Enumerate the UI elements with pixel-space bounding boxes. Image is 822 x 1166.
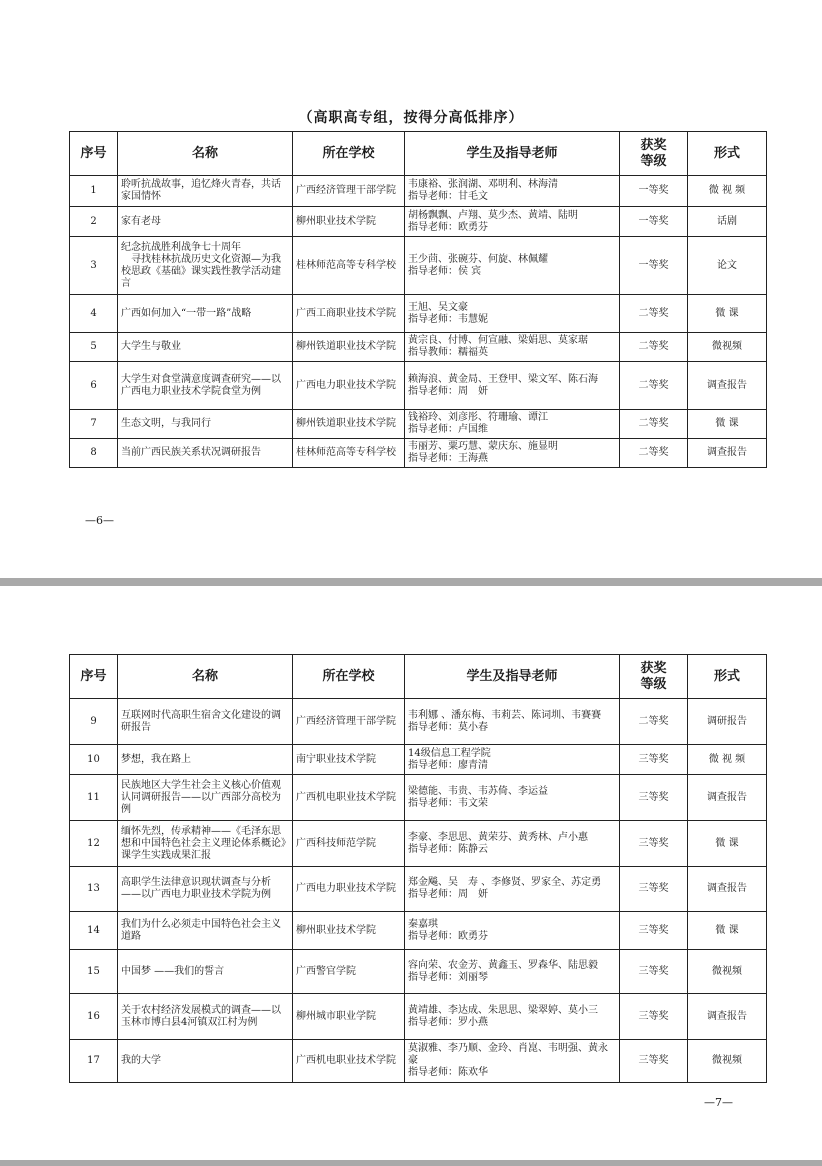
cell-people: 韦丽芳、粟巧慧、蒙庆东、施显明 指导老师：王海燕 <box>405 439 620 468</box>
table-row <box>70 410 767 439</box>
header-name: 名称 <box>118 655 293 699</box>
cell-people: 黄靖雄、李达成、朱思思、梁翠婷、莫小三 指导老师：罗小燕 <box>405 994 620 1040</box>
cell-name: 互联网时代高职生宿舍文化建设的调研报告 <box>118 699 293 745</box>
cell-people: 韦康裕、张润湖、邓明利、林海清 指导老师：甘毛文 <box>405 176 620 207</box>
cell-form: 调查报告 <box>688 994 767 1040</box>
cell-award: 三等奖 <box>620 821 688 867</box>
cell-number: 7 <box>70 410 118 439</box>
cell-form: 微 视 频 <box>688 176 767 207</box>
table-row <box>70 699 767 745</box>
cell-form: 微视频 <box>688 950 767 994</box>
cell-number: 2 <box>70 207 118 237</box>
cell-people: 钱裕玲、刘彦彤、符珊瑜、谭江 指导老师：卢国维 <box>405 410 620 439</box>
cell-number: 3 <box>70 237 118 295</box>
cell-form: 微 课 <box>688 410 767 439</box>
cell-people: 王旭、吴文豪 指导老师：韦慧妮 <box>405 295 620 333</box>
table-row <box>70 867 767 912</box>
header-school: 所在学校 <box>293 655 405 699</box>
cell-number: 13 <box>70 867 118 912</box>
cell-award: 三等奖 <box>620 912 688 950</box>
table-row <box>70 994 767 1040</box>
table-row <box>70 950 767 994</box>
cell-name: 高职学生法律意识现状调查与分析——以广西电力职业技术学院为例 <box>118 867 293 912</box>
cell-school: 广西电力职业技术学院 <box>293 362 405 410</box>
cell-people: 秦嘉琪 指导老师：欧勇芬 <box>405 912 620 950</box>
cell-award: 二等奖 <box>620 410 688 439</box>
cell-school: 广西警官学院 <box>293 950 405 994</box>
cell-name: 我的大学 <box>118 1040 293 1083</box>
cell-award: 三等奖 <box>620 867 688 912</box>
cell-number: 10 <box>70 745 118 775</box>
table-row <box>70 362 767 410</box>
cell-name: 我们为什么必须走中国特色社会主义道路 <box>118 912 293 950</box>
table-row <box>70 333 767 362</box>
cell-award: 二等奖 <box>620 333 688 362</box>
cell-award: 一等奖 <box>620 207 688 237</box>
cell-name: 广西如何加入“一带一路”战略 <box>118 295 293 333</box>
header-people: 学生及指导老师 <box>405 132 620 176</box>
header-form: 形式 <box>688 655 767 699</box>
cell-number: 4 <box>70 295 118 333</box>
cell-number: 1 <box>70 176 118 207</box>
table-row <box>70 1040 767 1083</box>
cell-form: 微视频 <box>688 333 767 362</box>
cell-name: 纪念抗战胜利战争七十周年 寻找桂林抗战历史文化资源—为我校思政《基础》课实践性教学活动建言 <box>118 237 293 295</box>
cell-award: 三等奖 <box>620 745 688 775</box>
cell-school: 广西经济管理干部学院 <box>293 176 405 207</box>
cell-school: 桂林师范高等专科学校 <box>293 439 405 468</box>
header-no: 序号 <box>70 655 118 699</box>
cell-name: 中国梦 ——我们的誓言 <box>118 950 293 994</box>
cell-number: 11 <box>70 775 118 821</box>
header-no: 序号 <box>70 132 118 176</box>
page-separator <box>0 578 822 586</box>
cell-form: 微 视 频 <box>688 745 767 775</box>
header-award-line2: 等级 <box>640 153 667 169</box>
table-row <box>70 237 767 295</box>
header-award <box>620 132 688 176</box>
cell-award: 一等奖 <box>620 237 688 295</box>
cell-people: 李豪、李思思、黄荣芬、黄秀林、卢小惠 指导老师：陈静云 <box>405 821 620 867</box>
page-separator-bottom <box>0 1160 822 1166</box>
cell-name: 缅怀先烈，传承精神——《毛泽东思想和中国特色社会主义理论体系概论》课学生实践成果汇报 <box>118 821 293 867</box>
cell-number: 5 <box>70 333 118 362</box>
cell-award: 二等奖 <box>620 362 688 410</box>
table-row <box>70 775 767 821</box>
cell-school: 广西经济管理干部学院 <box>293 699 405 745</box>
cell-form: 调查报告 <box>688 867 767 912</box>
header-school: 所在学校 <box>293 132 405 176</box>
cell-name: 生态文明，与我同行 <box>118 410 293 439</box>
cell-school: 广西工商职业技术学院 <box>293 295 405 333</box>
cell-number: 8 <box>70 439 118 468</box>
cell-people: 黄宗良、付博、何宣融、梁娟思、莫家琚 指导教师：糯福英 <box>405 333 620 362</box>
cell-people: 14级信息工程学院 指导老师：廖青清 <box>405 745 620 775</box>
cell-award: 三等奖 <box>620 950 688 994</box>
cell-award: 二等奖 <box>620 439 688 468</box>
cell-form: 微 课 <box>688 295 767 333</box>
cell-people: 梁德能、韦贵、韦苏倚、李运益 指导老师：韦文荣 <box>405 775 620 821</box>
table-body-page-7 <box>70 699 767 1083</box>
cell-form: 微 课 <box>688 912 767 950</box>
header-form: 形式 <box>688 132 767 176</box>
cell-number: 15 <box>70 950 118 994</box>
cell-award: 一等奖 <box>620 176 688 207</box>
cell-name: 大学生对食堂满意度调查研究——以广西电力职业技术学院食堂为例 <box>118 362 293 410</box>
cell-name: 聆听抗战故事，追忆烽火青春，共话家国情怀 <box>118 176 293 207</box>
cell-form: 论文 <box>688 237 767 295</box>
header-award-line1: 获奖 <box>640 137 667 153</box>
cell-people: 胡杨飘飘、卢翔、莫少杰、黄靖、陆明 指导老师：欧勇芬 <box>405 207 620 237</box>
cell-form: 微 课 <box>688 821 767 867</box>
page-number: —6— <box>85 514 114 527</box>
cell-name: 家有老母 <box>118 207 293 237</box>
cell-number: 14 <box>70 912 118 950</box>
cell-school: 柳州铁道职业技术学院 <box>293 410 405 439</box>
cell-people: 韦利娜 、潘东梅、韦莉芸、陈词圳、韦賽賽 指导老师：莫小春 <box>405 699 620 745</box>
cell-number: 6 <box>70 362 118 410</box>
cell-school: 柳州职业技术学院 <box>293 912 405 950</box>
table-body-page-6 <box>70 176 767 468</box>
cell-form: 调研报告 <box>688 699 767 745</box>
cell-name: 大学生与敬业 <box>118 333 293 362</box>
table-header-row <box>70 655 767 699</box>
cell-name: 民族地区大学生社会主义核心价值观认同调研报告——以广西部分高校为例 <box>118 775 293 821</box>
cell-award: 三等奖 <box>620 1040 688 1083</box>
cell-award: 二等奖 <box>620 699 688 745</box>
table-row <box>70 912 767 950</box>
table-row <box>70 207 767 237</box>
cell-school: 柳州城市职业学院 <box>293 994 405 1040</box>
cell-people: 莫淑雅、李乃顺、金玲、肖崑、韦明强、黄永豪 指导老师：陈欢华 <box>405 1040 620 1083</box>
cell-people: 容向荣、农金芳、黄鑫玉、罗森华、陆思毅 指导老师：刘丽琴 <box>405 950 620 994</box>
cell-people: 赖海浪、黄金局、王登甲、梁文军、陈石海 指导老师：周 妍 <box>405 362 620 410</box>
cell-number: 17 <box>70 1040 118 1083</box>
table-row <box>70 821 767 867</box>
cell-award: 二等奖 <box>620 295 688 333</box>
table-row <box>70 439 767 468</box>
cell-school: 广西电力职业技术学院 <box>293 867 405 912</box>
cell-name: 当前广西民族关系状况调研报告 <box>118 439 293 468</box>
cell-number: 12 <box>70 821 118 867</box>
cell-school: 柳州职业技术学院 <box>293 207 405 237</box>
page-number: —7— <box>704 1096 733 1109</box>
table-header-row <box>70 132 767 176</box>
cell-school: 柳州铁道职业技术学院 <box>293 333 405 362</box>
cell-school: 广西机电职业技术学院 <box>293 775 405 821</box>
table-row <box>70 745 767 775</box>
table-row <box>70 295 767 333</box>
cell-people: 王少茴、张碗芬、何旋、林佩耀 指导老师：侯 宾 <box>405 237 620 295</box>
header-award-line1: 获奖 <box>640 660 667 676</box>
document-page-7 <box>0 586 822 1160</box>
document-page-6 <box>0 0 822 578</box>
cell-number: 16 <box>70 994 118 1040</box>
cell-school: 广西机电职业技术学院 <box>293 1040 405 1083</box>
cell-people: 郑金飚、吴 寿 、李修贤、罗家全、苏定勇 指导老师：周 妍 <box>405 867 620 912</box>
cell-number: 9 <box>70 699 118 745</box>
cell-school: 南宁职业技术学院 <box>293 745 405 775</box>
cell-form: 调查报告 <box>688 362 767 410</box>
cell-form: 调查报告 <box>688 775 767 821</box>
table-row <box>70 176 767 207</box>
cell-name: 梦想，我在路上 <box>118 745 293 775</box>
award-table-page-6 <box>69 131 767 468</box>
group-subtitle: （高职高专组，按得分高低排序） <box>298 110 524 126</box>
header-award <box>620 655 688 699</box>
header-people: 学生及指导老师 <box>405 655 620 699</box>
cell-name: 关于农村经济发展模式的调查——以玉林市博白县4河镇双江村为例 <box>118 994 293 1040</box>
header-name: 名称 <box>118 132 293 176</box>
cell-form: 调查报告 <box>688 439 767 468</box>
cell-school: 广西科技师范学院 <box>293 821 405 867</box>
cell-form: 话剧 <box>688 207 767 237</box>
cell-award: 三等奖 <box>620 775 688 821</box>
award-table-page-7 <box>69 654 767 1083</box>
header-award-line2: 等级 <box>640 676 667 692</box>
cell-school: 桂林师范高等专科学校 <box>293 237 405 295</box>
cell-form: 微视频 <box>688 1040 767 1083</box>
cell-award: 三等奖 <box>620 994 688 1040</box>
